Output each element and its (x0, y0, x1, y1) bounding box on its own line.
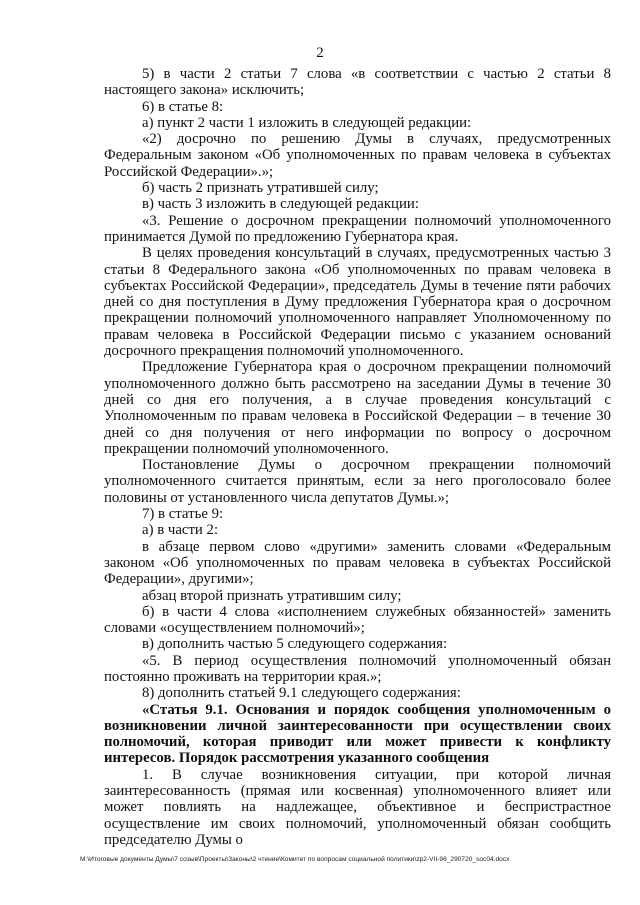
paragraph: а) в части 2: (142, 522, 219, 539)
paragraph: 7) в статье 9: (142, 506, 224, 523)
paragraph: «3. Решение о досрочном прекращении полномочий уполномоченного принимается Думой по предложению Губернатора края. (104, 212, 611, 245)
paragraph: 5) в части 2 статьи 7 слова «в соответствии с частью 2 статьи 8 настоящего закона» исключить; (104, 66, 611, 99)
paragraph: «2) досрочно по решению Думы в случаях, предусмотренных Федеральным законом «Об уполномоченных по правам человека в субъектах Российской Федерации».»; (104, 131, 611, 180)
document-body (104, 66, 611, 848)
page-number: 2 (316, 45, 324, 61)
file-path-footer: M:\Итоговые документы Думы\7 созыв\Проекты\Законы\2 чтение\Комитет по вопросам социальной политики\zp2-VII-96_290720_soc04.docx (80, 856, 510, 863)
article-heading: «Статья 9.1. Основания и порядок сообщения уполномоченным о возникновении личной заинтересованности при осуществлении своих полномочий, которая приводит или может привести к конфликту интересов. Порядок рассмотрения указанного сообщения (104, 701, 611, 767)
paragraph: абзац второй признать утратившим силу; (142, 587, 402, 604)
paragraph: Постановление Думы о досрочном прекращении полномочий уполномоченного считается принятым, если за него проголосовало более половины от установленного числа депутатов Думы.»; (104, 457, 611, 506)
paragraph: в абзаце первом слово «другими» заменить словами «Федеральным законом «Об уполномоченных по правам человека в субъектах Российской Федерации», другими»; (104, 538, 611, 588)
paragraph: 6) в статье 8: (142, 98, 224, 115)
paragraph: а) пункт 2 части 1 изложить в следующей редакции: (142, 114, 472, 131)
paragraph: в) дополнить частью 5 следующего содержания: (142, 636, 448, 653)
paragraph: б) часть 2 признать утратившей силу; (142, 180, 379, 197)
paragraph: В целях проведения консультаций в случаях, предусмотренных частью 3 статьи 8 Федерального закона «Об уполномоченных по правам человека в субъектах Российской Федерации», председатель Думы в течение пяти рабочих дней со дня поступления в Думу предложения Губернатора края о досрочном прекращении полномочий уполномоченного направляет Уполномоченному по правам человека в Российской Федерации письмо с указанием оснований досрочного прекращения полномочий уполномоченного. (104, 245, 611, 360)
paragraph: «5. В период осуществления полномочий уполномоченный обязан постоянно проживать на территории края.»; (104, 652, 611, 685)
paragraph: в) часть 3 изложить в следующей редакции: (142, 196, 419, 213)
paragraph: Предложение Губернатора края о досрочном прекращении полномочий уполномоченного должно быть рассмотрено на заседании Думы в течение 30 дней со дня его получения, а в случае проведения консультаций с Уполномоченным по правам человека в Российской Федерации – в течение 30 дней со дня получения от него информации по вопросу о досрочном прекращении полномочий уполномоченного. (104, 359, 611, 457)
paragraph: б) в части 4 слова «исполнением служебных обязанностей» заменить словами «осуществлением полномочий»; (104, 603, 611, 637)
paragraph: 8) дополнить статьей 9.1 следующего содержания: (142, 685, 461, 702)
paragraph: 1. В случае возникновения ситуации, при которой личная заинтересованность (прямая или косвенная) уполномоченного влияет или может повлиять на надлежащее, объективное и беспристрастное осуществление им своих полномочий, уполномоченный обязан сообщить председателю Думы о (104, 766, 611, 848)
